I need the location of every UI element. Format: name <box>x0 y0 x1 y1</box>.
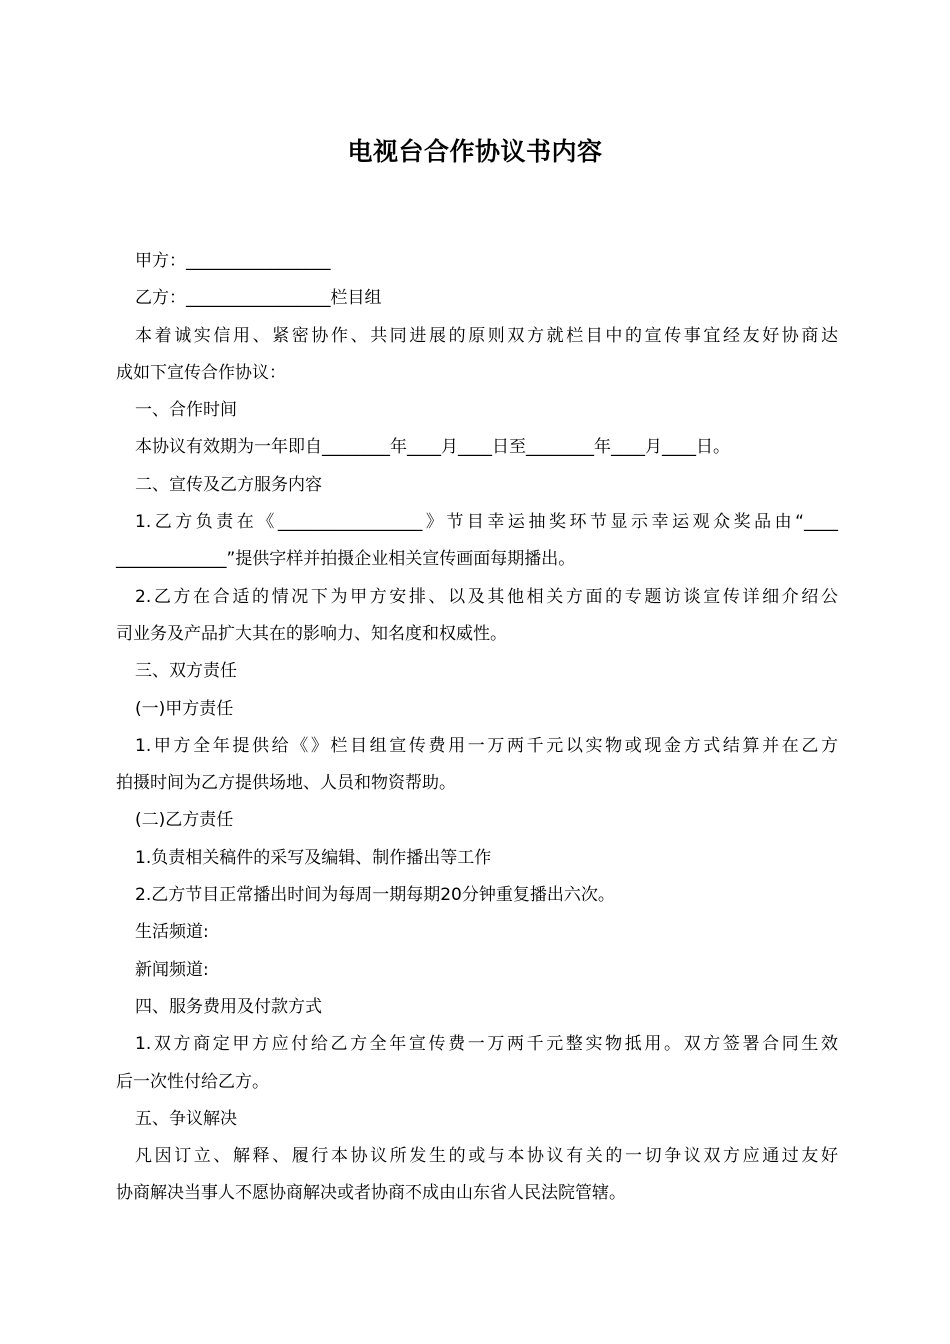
text-line: 1.双方商定甲方应付给乙方全年宣传费一万两千元整实物抵用。双方签署合同生效 <box>135 1034 838 1055</box>
text-line: 凡因订立、解释、履行本协议所发生的或与本协议有关的一切争议双方应通过友好 <box>135 1146 838 1167</box>
text-line: 甲方：_________________ <box>135 251 331 271</box>
text-line: 司业务及产品扩大其在的影响力、知名度和权威性。 <box>116 623 507 644</box>
text-line: 后一次性付给乙方。 <box>116 1071 269 1092</box>
text-line: 乙方：_________________栏目组 <box>135 288 382 309</box>
text-line: 协商解决当事人不愿协商解决或者协商不成由山东省人民法院管辖。 <box>116 1183 626 1204</box>
text-line: 1.乙方负责在《_________________》节目幸运抽奖环节显示幸运观众奖品由“____ <box>135 512 838 533</box>
text-line: 本协议有效期为一年即自________年____月____日至________年____月____日。 <box>135 437 730 458</box>
text-line: 成如下宣传合作协议： <box>116 362 286 383</box>
text-line: 四、服务费用及付款方式 <box>135 996 322 1017</box>
text-line: 2.乙方节目正常播出时间为每周一期每期20分钟重复播出六次。 <box>135 885 615 906</box>
text-line: 1.甲方全年提供给《》栏目组宣传费用一万两千元以实物或现金方式结算并在乙方 <box>135 735 838 756</box>
text-line: _____________”提供字样并拍摄企业相关宣传画面每期播出。 <box>116 549 576 570</box>
text-line: 一、合作时间 <box>135 400 237 421</box>
text-line: 三、双方责任 <box>135 661 237 682</box>
document-body <box>116 243 838 1213</box>
text-line: 新闻频道: <box>135 959 209 980</box>
text-line: (二)乙方责任 <box>135 810 234 831</box>
text-line: 1.负责相关稿件的采写及编辑、制作播出等工作 <box>135 847 492 868</box>
text-line: 拍摄时间为乙方提供场地、人员和物资帮助。 <box>116 773 456 794</box>
text-line: (一)甲方责任 <box>135 698 234 719</box>
text-line: 二、宣传及乙方服务内容 <box>135 474 322 495</box>
text-line: 2.乙方在合适的情况下为甲方安排、以及其他相关方面的专题访谈宣传详细介绍公 <box>135 586 838 607</box>
text-line: 生活频道: <box>135 922 209 943</box>
text-line: 五、争议解决 <box>135 1108 237 1129</box>
document-title: 电视台合作协议书内容 <box>347 137 603 166</box>
text-line: 本着诚实信用、紧密协作、共同进展的原则双方就栏目中的宣传事宜经友好协商达 <box>135 325 838 346</box>
